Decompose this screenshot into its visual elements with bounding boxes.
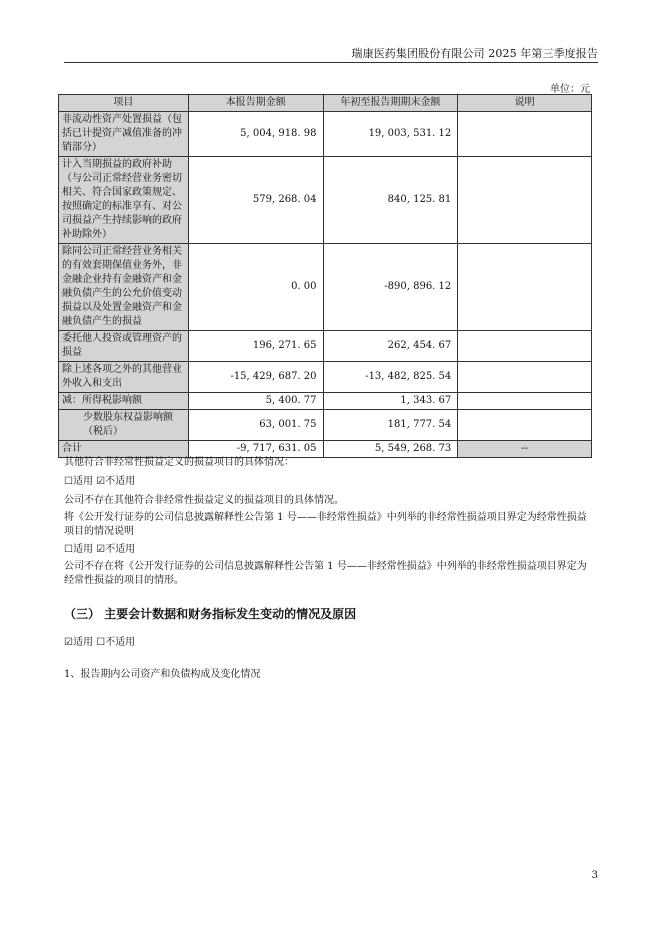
row-current: 63, 001. 75 xyxy=(188,410,323,441)
row-item: 除同公司正常经营业务相关的有效套期保值业务外，非金融企业持有金融资产和金融负债产生的公允价值变动损益以及处置金融资产和金融负债产生的损益 xyxy=(59,244,189,331)
row-note xyxy=(458,362,592,393)
row-note xyxy=(458,157,592,244)
header-rule xyxy=(64,62,598,63)
row-ytd: 19, 003, 531. 12 xyxy=(323,112,458,157)
row-note xyxy=(458,331,592,362)
row-ytd: 5, 549, 268. 73 xyxy=(323,441,458,458)
applicability-checkbox-1: ☐适用 ☑不适用 xyxy=(64,476,136,487)
row-current: 5, 004, 918. 98 xyxy=(188,112,323,157)
row-ytd: -890, 896. 12 xyxy=(323,244,458,331)
row-note: -- xyxy=(458,441,592,458)
column-header-note: 说明 xyxy=(458,95,592,112)
table-row xyxy=(59,112,592,157)
paragraph-other-items: 其他符合非经常性损益定义的损益项目的具体情况： xyxy=(64,457,294,468)
row-item: 少数股东权益影响额（税后） xyxy=(59,410,189,441)
table-row xyxy=(59,331,592,362)
row-current: 5, 400. 77 xyxy=(188,393,323,410)
paragraph-no-reclassification: 公司不存在将《公开发行证券的公司信息披露解释性公告第 1 号——非经常性损益》中列举的非经常性损益项目界定为经常性损益的项目的情形。 xyxy=(64,561,587,586)
column-header-ytd: 年初至报告期期末金额 xyxy=(323,95,458,112)
row-note xyxy=(458,410,592,441)
row-ytd: 262, 454. 67 xyxy=(323,331,458,362)
section-title: （三） 主要会计数据和财务指标发生变动的情况及原因 xyxy=(64,607,357,621)
row-current: 196, 271. 65 xyxy=(188,331,323,362)
row-current: -15, 429, 687. 20 xyxy=(188,362,323,393)
row-current: 0. 00 xyxy=(188,244,323,331)
row-ytd: 840, 125. 81 xyxy=(323,157,458,244)
non-recurring-gains-table xyxy=(58,94,592,458)
column-header-item: 项目 xyxy=(59,95,189,112)
table-header-row xyxy=(59,95,592,112)
row-ytd: 1, 343. 67 xyxy=(323,393,458,410)
unit-label: 单位：元 xyxy=(550,84,590,95)
column-header-current: 本报告期金额 xyxy=(188,95,323,112)
table-row xyxy=(59,244,592,331)
row-item: 委托他人投资或管理资产的损益 xyxy=(59,331,189,362)
row-item: 非流动性资产处置损益（包括已计提资产减值准备的冲销部分） xyxy=(59,112,189,157)
row-item: 合计 xyxy=(59,441,189,458)
row-item: 除上述各项之外的其他营业外收入和支出 xyxy=(59,362,189,393)
table-row xyxy=(59,157,592,244)
row-current: -9, 717, 631. 05 xyxy=(188,441,323,458)
table-total-row xyxy=(59,441,592,458)
row-ytd: -13, 482, 825. 54 xyxy=(323,362,458,393)
table-row xyxy=(59,410,592,441)
applicability-checkbox-3: ☑适用 ☐不适用 xyxy=(64,637,136,648)
row-current: 579, 268. 04 xyxy=(188,157,323,244)
table-row xyxy=(59,362,592,393)
page-number: 3 xyxy=(591,870,598,881)
applicability-checkbox-2: ☐适用 ☑不适用 xyxy=(64,544,136,555)
row-ytd: 181, 777. 54 xyxy=(323,410,458,441)
header-title: 瑞康医药集团股份有限公司 2025 年第三季度报告 xyxy=(351,47,598,60)
paragraph-reclassification: 将《公开发行证券的公司信息披露解释性公告第 1 号——非经常性损益》中列举的非经常性损益项目界定为经常性损益项目的情况说明 xyxy=(64,512,587,537)
row-note xyxy=(458,244,592,331)
row-note xyxy=(458,112,592,157)
row-note xyxy=(458,393,592,410)
table-row xyxy=(59,393,592,410)
row-item: 计入当期损益的政府补助（与公司正常经营业务密切相关、符合国家政策规定、按照确定的标准享有、对公司损益产生持续影响的政府补助除外） xyxy=(59,157,189,244)
paragraph-no-other-items: 公司不存在其他符合非经常性损益定义的损益项目的具体情况。 xyxy=(64,495,344,506)
paragraph-assets-liabilities: 1、报告期内公司资产和负债构成及变化情况 xyxy=(64,669,261,680)
row-item: 减：所得税影响额 xyxy=(59,393,189,410)
